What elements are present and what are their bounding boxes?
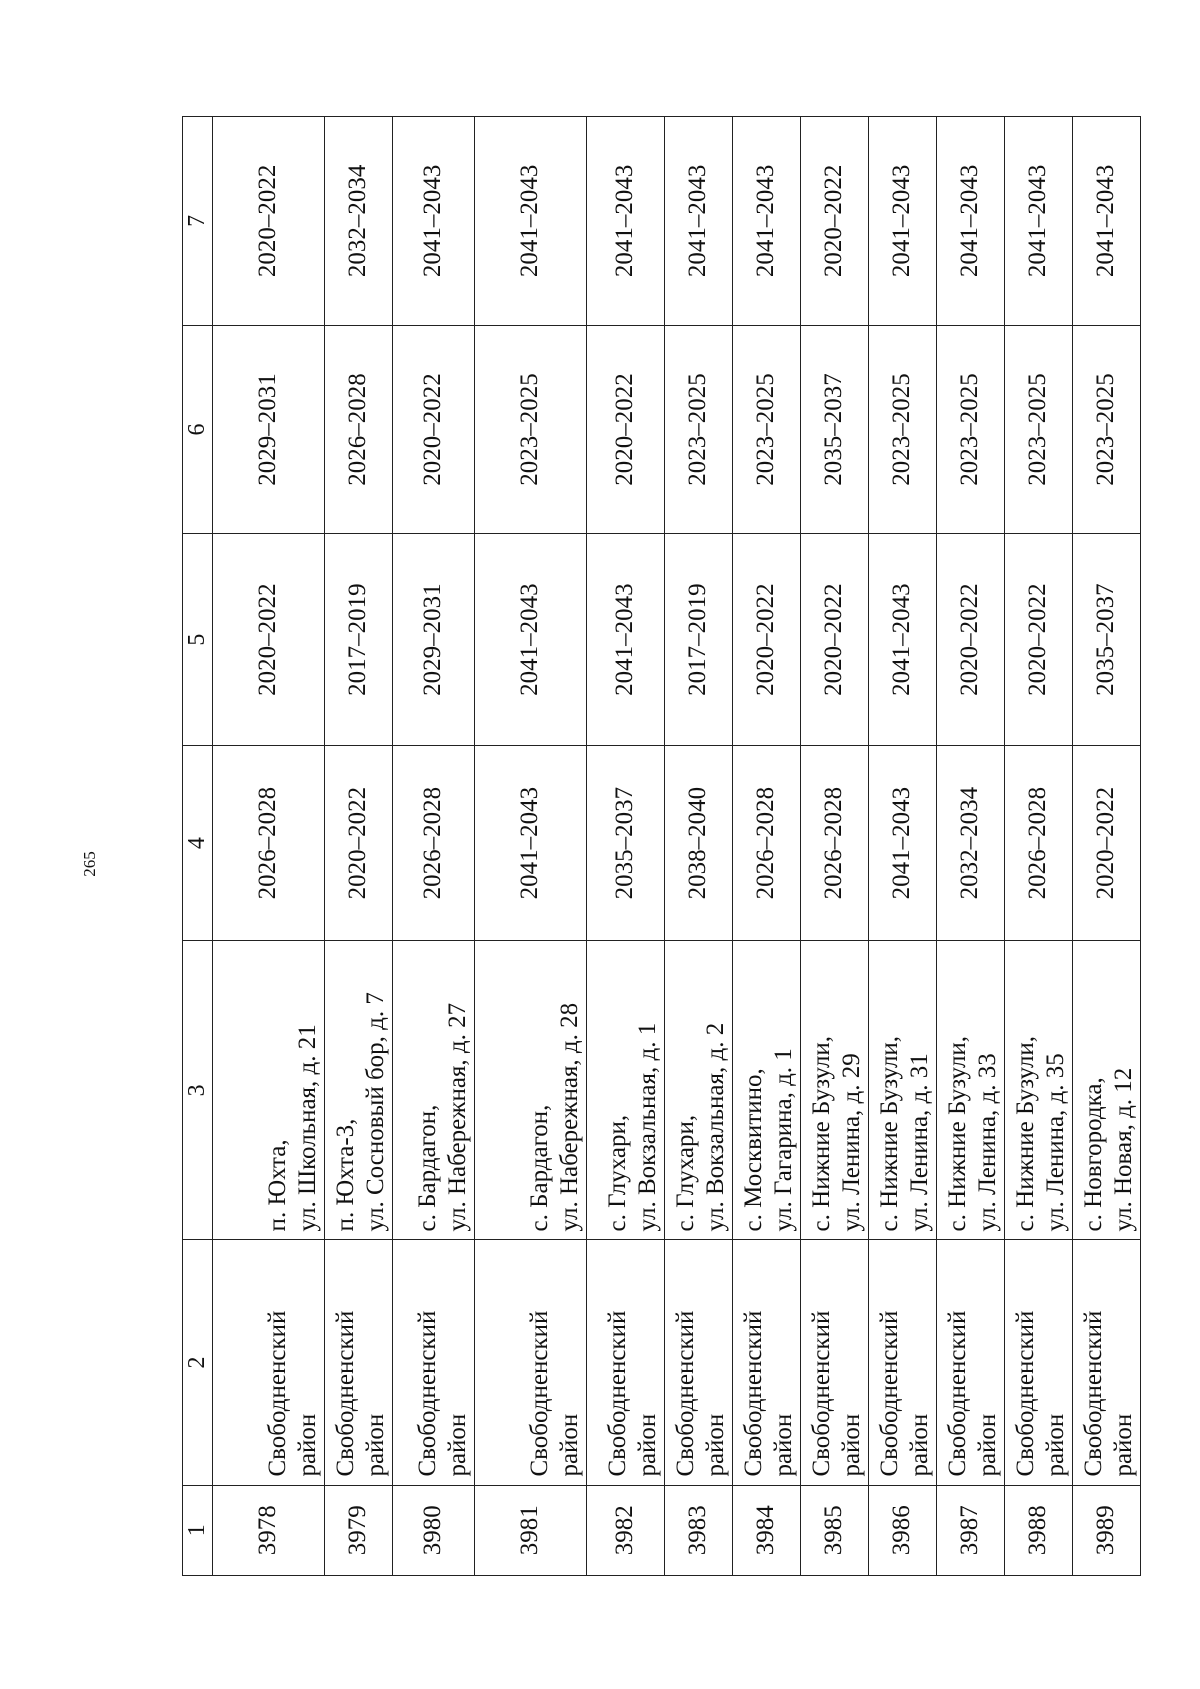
cell-col6: 2026–2028 xyxy=(324,325,392,534)
cell-district: Свободненский район xyxy=(868,1240,936,1485)
cell-number: 3984 xyxy=(732,1485,800,1575)
cell-col5: 2041–2043 xyxy=(586,534,664,746)
cell-address: с. Глухари, ул. Вокзальная, д. 1 xyxy=(586,941,664,1240)
cell-district: Свободненский район xyxy=(1072,1240,1140,1485)
cell-number: 3989 xyxy=(1072,1485,1140,1575)
cell-col5: 2017–2019 xyxy=(324,534,392,746)
cell-number: 3983 xyxy=(664,1485,732,1575)
cell-district: Свободненский район xyxy=(800,1240,868,1485)
table-row xyxy=(1004,117,1072,1576)
cell-district: Свободненский район xyxy=(664,1240,732,1485)
cell-number: 3987 xyxy=(936,1485,1004,1575)
cell-col5: 2020–2022 xyxy=(936,534,1004,746)
cell-col6: 2023–2025 xyxy=(474,325,586,534)
register-table xyxy=(182,116,1141,1576)
cell-district: Свободненский район xyxy=(1004,1240,1072,1485)
cell-number: 3981 xyxy=(474,1485,586,1575)
table-row xyxy=(212,117,324,1576)
cell-address: с. Глухари, ул. Вокзальная, д. 2 xyxy=(664,941,732,1240)
cell-col7: 2041–2043 xyxy=(1072,117,1140,326)
cell-address: с. Нижние Бузули, ул. Ленина, д. 31 xyxy=(868,941,936,1240)
cell-col4: 2041–2043 xyxy=(868,745,936,941)
cell-address: с. Москвитино, ул. Гагарина, д. 1 xyxy=(732,941,800,1240)
cell-col7: 2041–2043 xyxy=(936,117,1004,326)
cell-col5: 2041–2043 xyxy=(474,534,586,746)
table-row xyxy=(1072,117,1140,1576)
column-header-1: 1 xyxy=(183,1485,213,1575)
cell-number: 3980 xyxy=(392,1485,474,1575)
cell-number: 3986 xyxy=(868,1485,936,1575)
cell-col7: 2041–2043 xyxy=(1004,117,1072,326)
cell-col7: 2041–2043 xyxy=(732,117,800,326)
column-header-6: 6 xyxy=(183,325,213,534)
cell-col7: 2041–2043 xyxy=(474,117,586,326)
cell-col7: 2041–2043 xyxy=(586,117,664,326)
cell-address: п. Юхта, ул. Школьная, д. 21 xyxy=(212,941,324,1240)
table-row xyxy=(392,117,474,1576)
cell-district: Свободненский район xyxy=(936,1240,1004,1485)
cell-col5: 2041–2043 xyxy=(868,534,936,746)
table-row xyxy=(324,117,392,1576)
cell-col6: 2020–2022 xyxy=(586,325,664,534)
cell-col7: 2020–2022 xyxy=(800,117,868,326)
column-header-7: 7 xyxy=(183,117,213,326)
column-header-3: 3 xyxy=(183,941,213,1240)
table-row xyxy=(868,117,936,1576)
cell-col4: 2020–2022 xyxy=(324,745,392,941)
cell-address: с. Бардагон, ул. Набережная, д. 27 xyxy=(392,941,474,1240)
cell-address: с. Нижние Бузули, ул. Ленина, д. 33 xyxy=(936,941,1004,1240)
cell-col6: 2023–2025 xyxy=(664,325,732,534)
cell-district: Свободненский район xyxy=(586,1240,664,1485)
cell-number: 3979 xyxy=(324,1485,392,1575)
table-row xyxy=(664,117,732,1576)
table-row xyxy=(586,117,664,1576)
cell-district: Свободненский район xyxy=(212,1240,324,1485)
column-header-2: 2 xyxy=(183,1240,213,1485)
cell-col6: 2023–2025 xyxy=(1072,325,1140,534)
cell-address: с. Нижние Бузули, ул. Ленина, д. 35 xyxy=(1004,941,1072,1240)
cell-col4: 2035–2037 xyxy=(586,745,664,941)
cell-number: 3982 xyxy=(586,1485,664,1575)
cell-col7: 2041–2043 xyxy=(664,117,732,326)
column-header-5: 5 xyxy=(183,534,213,746)
cell-district: Свободненский район xyxy=(474,1240,586,1485)
column-header-4: 4 xyxy=(183,745,213,941)
cell-district: Свободненский район xyxy=(324,1240,392,1485)
cell-district: Свободненский район xyxy=(732,1240,800,1485)
cell-district: Свободненский район xyxy=(392,1240,474,1485)
cell-address: п. Юхта-3, ул. Сосновый бор, д. 7 xyxy=(324,941,392,1240)
cell-col7: 2020–2022 xyxy=(212,117,324,326)
cell-col4: 2026–2028 xyxy=(732,745,800,941)
cell-col7: 2032–2034 xyxy=(324,117,392,326)
table-row xyxy=(732,117,800,1576)
page-number: 265 xyxy=(80,851,99,877)
cell-col5: 2020–2022 xyxy=(212,534,324,746)
table-row xyxy=(474,117,586,1576)
cell-col4: 2026–2028 xyxy=(800,745,868,941)
cell-address: с. Новгородка, ул. Новая, д. 12 xyxy=(1072,941,1140,1240)
cell-col7: 2041–2043 xyxy=(868,117,936,326)
cell-number: 3988 xyxy=(1004,1485,1072,1575)
rotated-table-wrapper xyxy=(182,116,1137,1576)
cell-col4: 2026–2028 xyxy=(1004,745,1072,941)
cell-col5: 2017–2019 xyxy=(664,534,732,746)
cell-col6: 2023–2025 xyxy=(732,325,800,534)
column-number-row xyxy=(183,117,213,1576)
cell-col5: 2035–2037 xyxy=(1072,534,1140,746)
cell-address: с. Нижние Бузули, ул. Ленина, д. 29 xyxy=(800,941,868,1240)
cell-col4: 2020–2022 xyxy=(1072,745,1140,941)
cell-col6: 2023–2025 xyxy=(1004,325,1072,534)
cell-number: 3985 xyxy=(800,1485,868,1575)
cell-col6: 2023–2025 xyxy=(936,325,1004,534)
cell-col5: 2029–2031 xyxy=(392,534,474,746)
cell-col4: 2041–2043 xyxy=(474,745,586,941)
table-row xyxy=(936,117,1004,1576)
cell-col7: 2041–2043 xyxy=(392,117,474,326)
cell-col6: 2035–2037 xyxy=(800,325,868,534)
cell-col6: 2029–2031 xyxy=(212,325,324,534)
cell-col4: 2032–2034 xyxy=(936,745,1004,941)
table-row xyxy=(800,117,868,1576)
cell-col5: 2020–2022 xyxy=(732,534,800,746)
cell-col6: 2023–2025 xyxy=(868,325,936,534)
cell-col5: 2020–2022 xyxy=(1004,534,1072,746)
cell-address: с. Бардагон, ул. Набережная, д. 28 xyxy=(474,941,586,1240)
cell-col6: 2020–2022 xyxy=(392,325,474,534)
cell-col4: 2026–2028 xyxy=(392,745,474,941)
cell-col4: 2038–2040 xyxy=(664,745,732,941)
cell-number: 3978 xyxy=(212,1485,324,1575)
cell-col5: 2020–2022 xyxy=(800,534,868,746)
cell-col4: 2026–2028 xyxy=(212,745,324,941)
